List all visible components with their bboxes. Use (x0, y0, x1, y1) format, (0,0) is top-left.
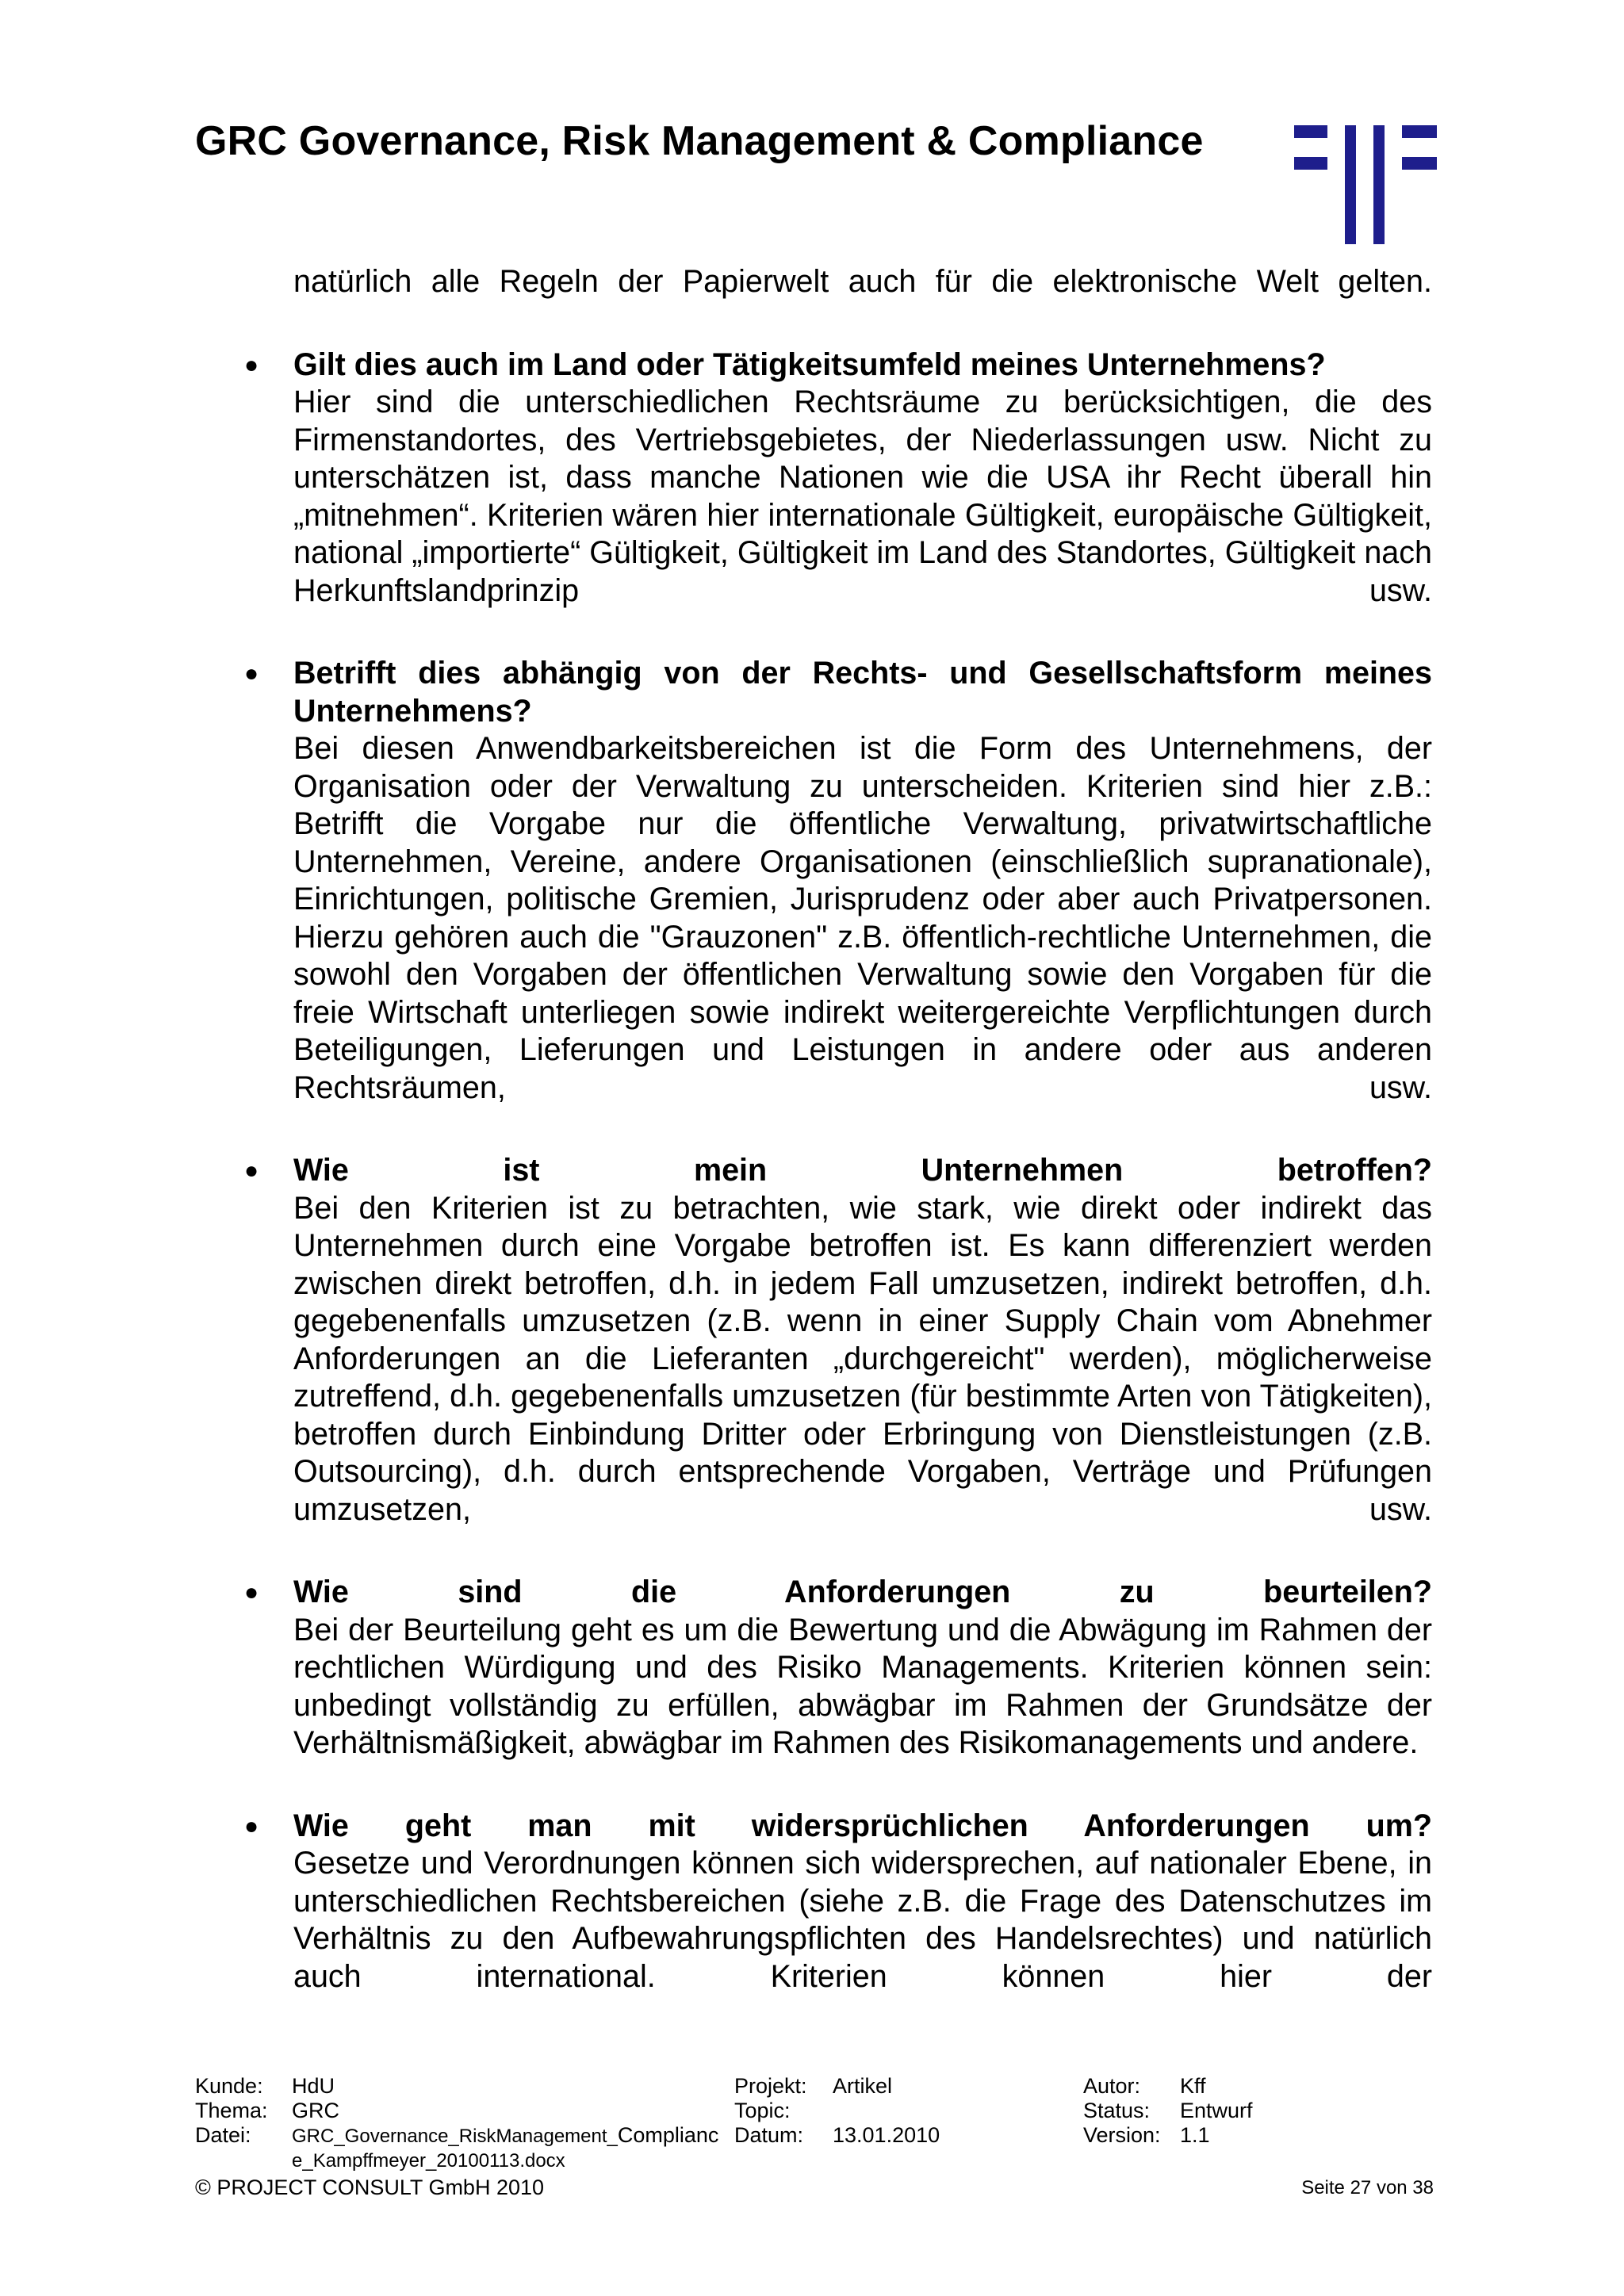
footer-labels-left (195, 2074, 268, 2148)
question-heading: Gilt dies auch im Land oder Tätigkeitsumfeld meines Unternehmens? (293, 346, 1326, 382)
topic-value (833, 2099, 940, 2123)
datum-value: 13.01.2010 (833, 2123, 940, 2147)
datei-value-line2: e_Kampffmeyer_20100113.docx (292, 2150, 565, 2172)
projekt-value: Artikel (833, 2074, 893, 2098)
datum-label: Datum: (734, 2123, 804, 2147)
footer-labels-middle (734, 2074, 807, 2148)
question-heading: Wie sind die Anforderungen zu beurteilen? (293, 1575, 1432, 1609)
datei-value-line1b: Complianc (617, 2123, 719, 2147)
list-item (244, 1808, 1432, 1996)
footer-labels-right (1083, 2074, 1161, 2148)
datei-value-line1: GRC_Governance_RiskManagement_ (292, 2126, 618, 2147)
company-logo (1294, 125, 1437, 244)
document-body (244, 263, 1432, 2041)
thema-label: Thema: (195, 2099, 268, 2122)
question-text: Bei den Kriterien ist zu betrachten, wie stark, wie direkt oder indirekt das Unternehmen durch eine Vorgabe betroffen ist. Es kann differenziert werden zwischen direkt betroffen, d.h. in jedem Fall umzusetzen, indirekt betroffen, d.h. gegebenenfalls umzusetzen (z.B. wenn in einer Supply Chain vom Abnehmer Anforderungen an die Lieferanten „durchgereicht" werden), möglicherweise zutreffend, d.h. gegebenenfalls umzusetzen (für bestimmte Arten von Tätigkeiten), betroffen durch Einbindung Dritter oder Erbringung von Dienstleistungen (z.B. Outsourcing), d.h. durch entsprechende Vorgaben, Verträge und Prüfungen umzusetzen, usw. (293, 1190, 1432, 1527)
page-number: Seite 27 von 38 (1301, 2177, 1434, 2198)
question-heading: Wie ist mein Unternehmen betroffen? (293, 1153, 1432, 1188)
question-heading: Wie geht man mit widersprüchlichen Anforderungen um? (293, 1808, 1432, 1843)
footer-values-right (1180, 2074, 1253, 2148)
footer-values-left (292, 2074, 718, 2173)
status-label: Status: (1083, 2099, 1151, 2122)
lead-paragraph: natürlich alle Regeln der Papierwelt auch für die elektronische Welt gelten. (293, 264, 1432, 299)
copyright-notice: © PROJECT CONSULT GmbH 2010 (195, 2175, 545, 2199)
datei-label: Datei: (195, 2123, 251, 2147)
bullet-icon: ● (244, 351, 259, 378)
bullet-icon: ● (244, 1579, 259, 1605)
question-heading: Betrifft dies abhängig von der Rechts- und Gesellschaftsform meines Unternehmens? (293, 656, 1432, 729)
question-text: Bei diesen Anwendbarkeitsbereichen ist die Form des Unternehmens, der Organisation oder der Verwaltung zu unterscheiden. Kriterien sind hier z.B.: Betrifft die Vorgabe nur die öffentliche Verwaltung, privatwirtschaftliche Unternehmen, Vereine, andere Organisationen (einschließlich supranationale), Einrichtungen, politische Gremien, Jurisprudenz oder aber auch Privatpersonen. Hierzu gehören auch die "Grauzonen" z.B. öffentlich-rechtliche Unternehmen, die sowohl den Vorgaben der öffentlichen Verwaltung sowie den Vorgaben für die freie Wirtschaft unterliegen sowie indirekt weitergereichte Verpflichtungen durch Beteiligungen, Lieferungen und Leistungen in andere oder aus anderen Rechtsräumen, usw. (293, 731, 1432, 1105)
projekt-label: Projekt: (734, 2074, 807, 2098)
bullet-icon: ● (244, 1158, 259, 1184)
question-text: Gesetze und Verordnungen können sich widersprechen, auf nationaler Ebene, in unterschiedlichen Rechtsbereichen (siehe z.B. die Frage des Datenschutzes im Verhältnis zu den Aufbewahrungspflichten des Handelsrechtes) und natürlich auch international. Kriterien können hier der (293, 1846, 1432, 1994)
kunde-label: Kunde: (195, 2074, 263, 2098)
autor-value: Kff (1180, 2074, 1206, 2098)
kunde-value: HdU (292, 2074, 335, 2098)
list-item (244, 1574, 1432, 1762)
question-text: Bei der Beurteilung geht es um die Bewertung und die Abwägung im Rahmen der rechtlichen Würdigung und des Risiko Managements. Kriterien können sein: unbedingt vollständig zu erfüllen, abwägbar im Rahmen der Grundsätze der Verhältnismäßigkeit, abwägbar im Rahmen des Risikomanagements und andere. (293, 1612, 1432, 1760)
version-label: Version: (1083, 2123, 1161, 2147)
topic-label: Topic: (734, 2099, 791, 2122)
thema-value: GRC (292, 2099, 339, 2122)
status-value: Entwurf (1180, 2099, 1253, 2122)
footer-values-middle (833, 2074, 940, 2148)
list-item (244, 346, 1432, 610)
list-item (244, 1152, 1432, 1529)
version-value: 1.1 (1180, 2123, 1210, 2147)
list-item (244, 655, 1432, 1107)
autor-label: Autor: (1083, 2074, 1141, 2098)
bullet-icon: ● (244, 1812, 259, 1839)
question-text: Hier sind die unterschiedlichen Rechtsräume zu berücksichtigen, die des Firmenstandortes, des Vertriebsgebietes, der Niederlassungen usw. Nicht zu unterschätzen ist, dass manche Nationen wie die USA ihr Recht überall hin „mitnehmen“. Kriterien wären hier internationale Gültigkeit, europäische Gültigkeit, national „importierte“ Gültigkeit, Gültigkeit im Land des Standortes, Gültigkeit nach Herkunftslandprinzip usw. (293, 385, 1432, 608)
document-title: GRC Governance, Risk Management & Compliance (195, 118, 1204, 164)
bullet-icon: ● (244, 660, 259, 687)
